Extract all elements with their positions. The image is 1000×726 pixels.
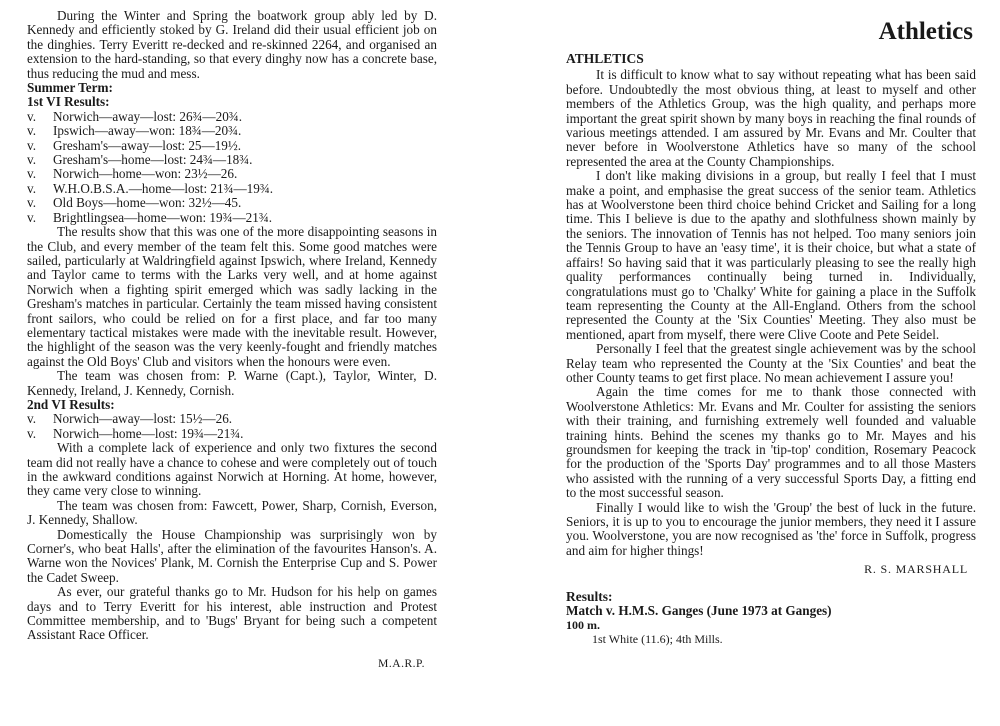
result-prefix: v.	[27, 180, 37, 196]
match-heading: Match v. H.M.S. Ganges (June 1973 at Ganges)	[566, 602, 832, 618]
result-prefix: v.	[27, 425, 37, 441]
result-text: Old Boys—home—won: 32½—45.	[53, 195, 242, 211]
result-item	[27, 182, 437, 196]
second-vi-results-list	[27, 412, 437, 441]
result-item	[27, 427, 437, 441]
event-result: 1st White (11.6); 4th Mills.	[592, 632, 723, 647]
result-prefix: v.	[27, 411, 37, 427]
result-item	[27, 211, 437, 225]
section-heading: ATHLETICS	[566, 51, 644, 66]
summer-term-heading: Summer Term:	[27, 80, 113, 96]
team-two-paragraph: The team was chosen from: Fawcett, Power, Sharp, Cornish, Everson, J. Kennedy, Shallow.	[27, 497, 437, 528]
intro-paragraph: During the Winter and Spring the boatwork group ably led by D. Kennedy and efficiently stoked by G. Ireland did their usual efficient job on the dinghies. Terry Everitt re-decked and re-skinned 2264, and organised an extension to the hard-standing, so that every dinghy now has a concrete base, thus reducing the mud and mess.	[27, 8, 437, 81]
result-item	[27, 196, 437, 210]
event-heading: 100 m.	[566, 618, 600, 633]
result-text: Gresham's—away—lost: 25—19½.	[53, 137, 242, 153]
first-vi-results-list	[27, 110, 437, 225]
result-item	[27, 167, 437, 181]
result-text: Norwich—away—lost: 15½—26.	[53, 411, 233, 427]
result-item	[27, 110, 437, 124]
result-text: Norwich—away—lost: 26¾—20¾.	[53, 108, 242, 124]
result-item	[27, 153, 437, 167]
result-prefix: v.	[27, 152, 37, 168]
signature-left: M.A.R.P.	[378, 657, 425, 670]
result-prefix: v.	[27, 209, 37, 225]
result-item	[27, 412, 437, 426]
athletics-paragraph: Personally I feel that the greatest single achievement was by the school Relay team who represented the County at the 'Six Counties' and beat the other County teams to get first place. No mean achievement I assure you!	[566, 341, 976, 385]
result-text: Brightlingsea—home—won: 19¾—21¾.	[53, 209, 273, 225]
result-prefix: v.	[27, 123, 37, 139]
second-team-paragraph: With a complete lack of experience and only two fixtures the second team did not really have a chance to cohese and were completely out of touch in the awkward conditions against Norwich at Horning. At home, however, they came very close to winning.	[27, 440, 437, 499]
result-prefix: v.	[27, 108, 37, 124]
results-paragraph: The results show that this was one of the more disappointing seasons in the Club, and every member of the team felt this. Some good matches were sailed, particularly at Waldringfield against Ipswich, where Ireland, Kennedy and Taylor came to terms with the Larks very well, and at home against Norwich when a fighting spirit emerged which was sadly lacking in the Gresham's matches in particular. Certainly the team missed having consistent front sailors, who could be relied on for a first place, and far too many elementary tactical mistakes were made with the inevitable result. However, the highlight of the season was the very keenly-fought and friendly matches against the Old Boys' Club and visitors when the honours were even.	[27, 224, 437, 369]
result-text: Gresham's—home—lost: 24¾—18¾.	[53, 152, 253, 168]
results-heading: Results:	[566, 588, 613, 604]
result-prefix: v.	[27, 195, 37, 211]
house-paragraph: Domestically the House Championship was surprisingly won by Corner's, who beat Halls', after the elimination of the favourites Hanson's. A. Warne won the Novices' Plank, M. Cornish the Enterprise Cup and S. Power the Cadet Sweep.	[27, 526, 437, 585]
result-item	[27, 139, 437, 153]
result-prefix: v.	[27, 166, 37, 182]
first-vi-heading: 1st VI Results:	[27, 94, 110, 110]
result-text: Norwich—home—lost: 19¾—21¾.	[53, 425, 244, 441]
second-vi-heading: 2nd VI Results:	[27, 396, 115, 412]
result-text: W.H.O.B.S.A.—home—lost: 21¾—19¾.	[53, 180, 274, 196]
thanks-paragraph: As ever, our grateful thanks go to Mr. Hudson for his help on games days and to Terry Everitt for his interest, able instruction and Protest Committee membership, and to 'Bugs' Bryant for being such a competent Assistant Race Officer.	[27, 584, 437, 643]
right-column	[566, 52, 976, 647]
left-column	[27, 9, 437, 671]
athletics-paragraph: Again the time comes for me to thank those connected with Woolverstone Athletics: Mr. Evans and Mr. Coulter for assisting the seniors with their training, and furnishing extremely well founded and valuable training hints. Behind the scenes my thanks go to Mr. Mayes and his groundsmen for keeping the track in 'tip-top' condition, Rosemary Peacock for the production of the 'Sports Day' programmes and to all those Masters who assisted with the running of a very successful Sports Day, a fitting end to the most successful season.	[566, 384, 976, 501]
athletics-paragraph: It is difficult to know what to say without repeating what has been said before. Undoubtedly the most obvious thing, at least to myself and other members of the Athletics Group, was the high quality, and perhaps more important the great spirit shown by many boys in reaching the final rounds of various meetings attended. I am assured by Mr. Evans and Mr. Coulter that never before in Woolverstone Athletics have so many of the school represented the area at the County Championships.	[566, 67, 976, 169]
page-title: Athletics	[878, 18, 973, 45]
signature-right: R. S. MARSHALL	[864, 562, 968, 577]
result-text: Ipswich—away—won: 18¾—20¾.	[53, 123, 242, 139]
team-one-paragraph: The team was chosen from: P. Warne (Capt.), Taylor, Winter, D. Kennedy, Ireland, J. Kennedy, Cornish.	[27, 368, 437, 398]
athletics-paragraph: I don't like making divisions in a group, but really I feel that I must make a point, and emphasise the great success of the senior team. Athletics has at Woolverstone been third choice behind Cricket and Sailing for a long time. This I believe is due to the apathy and slothfulness shown mainly by the seniors. The innovation of Tennis has not helped. Too many seniors join the Tennis Group to have an 'easy time', it is their choice, but what a state of affairs! So having said that it was particularly pleasing to see the really high quality performances continually being turned in. Individually, congratulations must go to 'Chalky' White for gaining a place in the Suffolk team representing the County at the All-England. Others from the school represented the County at the 'Six Counties' Meeting. They also must be mentioned, apart from myself, there were Clive Coote and Pete Seidel.	[566, 168, 976, 342]
result-text: Norwich—home—won: 23½—26.	[53, 166, 238, 182]
result-item	[27, 124, 437, 138]
result-prefix: v.	[27, 137, 37, 153]
athletics-paragraph: Finally I would like to wish the 'Group' the best of luck in the future. Seniors, it is up to you to encourage the junior members, they need it I assure you. Woolverstone, you are now recognised as 'the' force in Suffolk, progress and aim for higher things!	[566, 499, 976, 558]
